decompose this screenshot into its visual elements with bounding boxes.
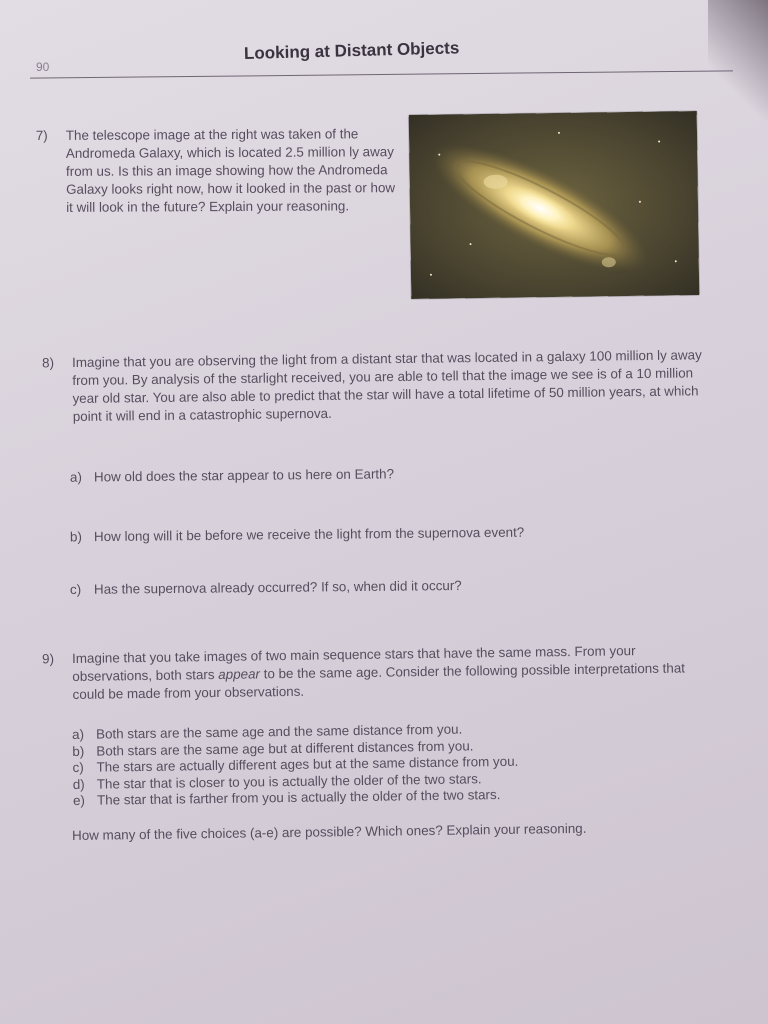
question-9-final-question: How many of the five choices (a-e) are possible? Which ones? Explain your reasoning. bbox=[72, 820, 587, 843]
option-letter: a) bbox=[72, 726, 85, 742]
question-8b bbox=[70, 525, 524, 545]
header-rule bbox=[30, 70, 733, 78]
question-8a bbox=[70, 466, 394, 484]
question-7-text: The telescope image at the right was taken of the Andromeda Galaxy, which is located 2.5 million ly away from us. Is this an image showing how the Andromeda Galaxy looks right now, how it looked in the past or how it will look in the future? Explain your reasoning. bbox=[65, 126, 396, 215]
question-9-text-1: Imagine that you take images of two main sequence stars that have the same mass. From your observations, both stars bbox=[72, 643, 636, 684]
question-9 bbox=[42, 641, 713, 704]
option-letter: d) bbox=[72, 776, 85, 792]
question-7 bbox=[35, 125, 396, 217]
question-8b-letter: b) bbox=[69, 529, 83, 545]
option-letter: b) bbox=[72, 743, 85, 759]
option-text: The star that is farther from you is actually the older of the two stars. bbox=[96, 787, 501, 808]
question-9-number: 9) bbox=[42, 651, 55, 667]
question-8c-letter: c) bbox=[69, 581, 82, 598]
question-8a-letter: a) bbox=[69, 469, 83, 485]
option-text: The star that is closer to you is actually the older of the two stars. bbox=[96, 770, 482, 792]
page-number: 90 bbox=[36, 60, 50, 74]
question-8 bbox=[42, 346, 723, 426]
question-9-text-2: to be the same age. Consider the following possible interpretations that could be made from your observations. bbox=[72, 660, 686, 702]
question-8-number: 8) bbox=[42, 355, 55, 371]
question-7-number: 7) bbox=[35, 127, 48, 144]
question-8b-text: How long will it be before we receive the light from the supernova event? bbox=[93, 524, 525, 545]
question-8-text: Imagine that you are observing the light from a distant star that was located in a galaxy 100 million ly away from you. By analysis of the starlight received, you are able to tell that the image we see is of a 10 million year old star. You are also able to predict that the star will have a total lifetime of 50 million years, at which point it will end in a catastrophic supernova. bbox=[72, 347, 702, 424]
question-8a-text: How old does the star appear to us here on Earth? bbox=[93, 466, 395, 485]
question-8c bbox=[70, 578, 462, 597]
page-title: Looking at Distant Objects bbox=[243, 38, 460, 63]
andromeda-galaxy-image bbox=[409, 111, 700, 299]
option-text: Both stars are the same age and the same distance from you. bbox=[95, 721, 463, 742]
page-corner-shadow bbox=[708, 0, 768, 120]
question-8c-text: Has the supernova already occurred? If so, when did it occur? bbox=[93, 577, 462, 597]
option-letter: e) bbox=[72, 792, 86, 808]
option-text: The stars are actually different ages but at the same distance from you. bbox=[96, 753, 519, 775]
option-letter: c) bbox=[72, 759, 84, 775]
question-9-emphasis: appear bbox=[218, 666, 261, 682]
option-text: Both stars are the same age but at different distances from you. bbox=[96, 737, 474, 759]
question-9-options bbox=[72, 719, 673, 810]
